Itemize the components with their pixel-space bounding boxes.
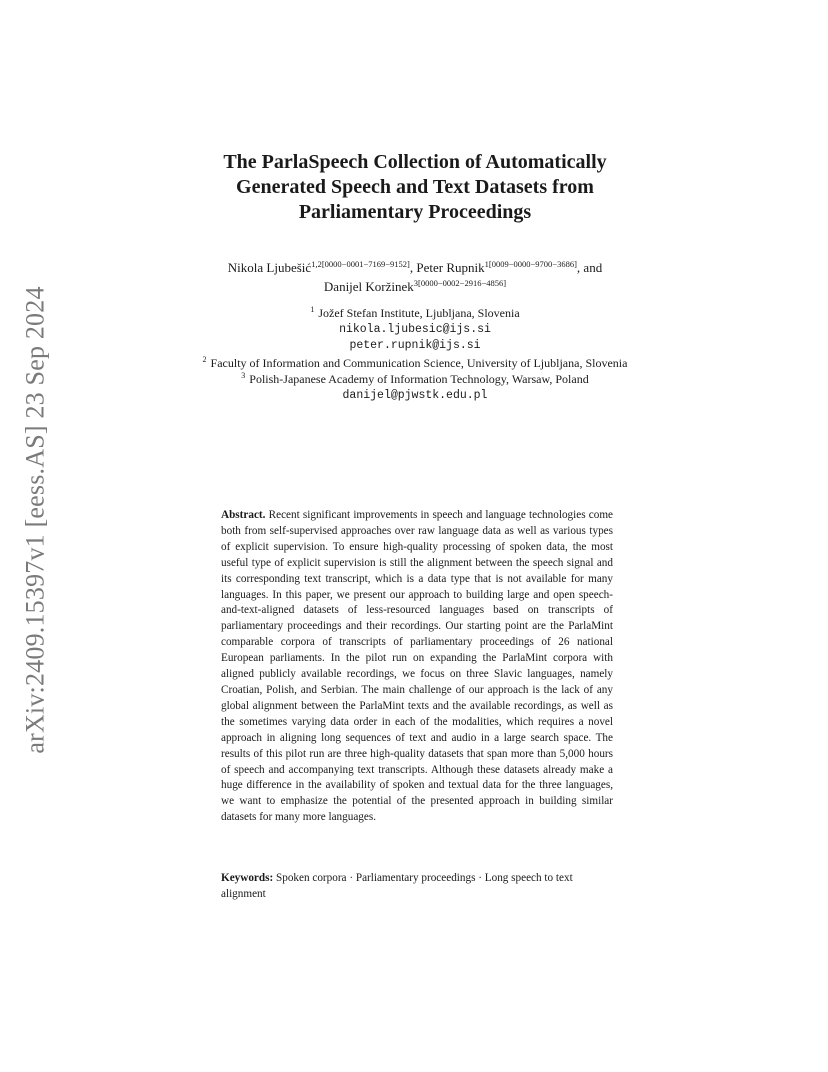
keywords-label: Keywords: bbox=[221, 872, 274, 884]
email-link[interactable]: peter.rupnik@ijs.si bbox=[349, 339, 481, 352]
affiliation-number: 3 bbox=[241, 371, 246, 380]
author-separator: , and bbox=[576, 260, 603, 275]
abstract-label: Abstract. bbox=[221, 509, 266, 521]
arxiv-identifier-text: arXiv:2409.15397v1 [eess.AS] 23 Sep 2024 bbox=[21, 286, 51, 754]
paper-title bbox=[180, 150, 650, 225]
author-name: Danijel Koržinek bbox=[323, 279, 414, 294]
affiliation-name: Faculty of Information and Communication Science, University of Ljubljana, Slovenia bbox=[210, 355, 628, 370]
author-name: Peter Rupnik bbox=[416, 260, 485, 275]
author-list bbox=[160, 258, 670, 296]
affiliation-3 bbox=[180, 371, 650, 388]
author-line bbox=[160, 277, 670, 296]
author-name: Nikola Ljubešić bbox=[227, 260, 312, 275]
affiliation-number: 1 bbox=[310, 305, 315, 314]
author-affiliation-orcid: 3[0000−0002−2916−4856] bbox=[413, 278, 507, 288]
email-link[interactable]: danijel@pjwstk.edu.pl bbox=[342, 388, 488, 402]
affiliation-name: Jožef Stefan Institute, Ljubljana, Slovenia bbox=[318, 306, 520, 320]
abstract-body: Recent significant improvements in speech and language technologies come both from self-supervised approaches over raw language data as well as various types of explicit supervision. To ensure high-quality processing of spoken data, the most useful type of explicit supervision is still the alignment between the speech signal and its corresponding text transcript, which is a data type that is not available for many languages. In this paper, we present our approach to building large and open speech-and-text-aligned datasets of less-resourced languages based on transcripts of parliamentary proceedings and their recordings. Our starting point are the ParlaMint comparable corpora of transcripts of parliamentary proceedings of 26 national European parliaments. In the pilot run on expanding the ParlaMint corpora with aligned publicly available recordings, we focus on three Slavic languages, namely Croatian, Polish, and Serbian. The main challenge of our approach is the lack of any global alignment between the ParlaMint texts and the available recordings, as well as the sometimes varying data order in each of the modalities, which requires a novel approach in aligning long sequences of text and audio in a large search space. The results of this pilot run are three high-quality datasets that span more than 5,000 hours of speech and accompanying text transcripts. Although these datasets already make a huge difference in the availability of spoken and textual data for the three languages, we want to emphasize the potential of the presented approach in building similar datasets for many more languages. bbox=[221, 509, 613, 824]
affiliation-1 bbox=[180, 305, 650, 322]
arxiv-identifier-stamp bbox=[16, 280, 56, 760]
affiliations bbox=[180, 305, 650, 404]
title-line: Generated Speech and Text Datasets from bbox=[236, 176, 594, 198]
affiliation-name: Polish-Japanese Academy of Information Technology, Warsaw, Poland bbox=[249, 372, 589, 386]
affiliation-2 bbox=[180, 355, 650, 372]
author-line bbox=[160, 258, 670, 277]
author-separator: , bbox=[409, 260, 417, 275]
author-affiliation-orcid: 1,2[0000−0001−7169−9152] bbox=[311, 259, 410, 269]
keywords bbox=[221, 871, 613, 903]
author-affiliation-orcid: 1[0009−0000−9700−3686] bbox=[484, 259, 577, 269]
keywords-body: Spoken corpora · Parliamentary proceedings · Long speech to text alignment bbox=[221, 872, 573, 900]
email-link[interactable]: nikola.ljubesic@ijs.si bbox=[339, 322, 491, 336]
affiliation-number: 2 bbox=[202, 354, 207, 364]
abstract bbox=[221, 508, 613, 826]
title-line: Parliamentary Proceedings bbox=[298, 201, 532, 223]
title-line: The ParlaSpeech Collection of Automatically bbox=[223, 151, 607, 173]
